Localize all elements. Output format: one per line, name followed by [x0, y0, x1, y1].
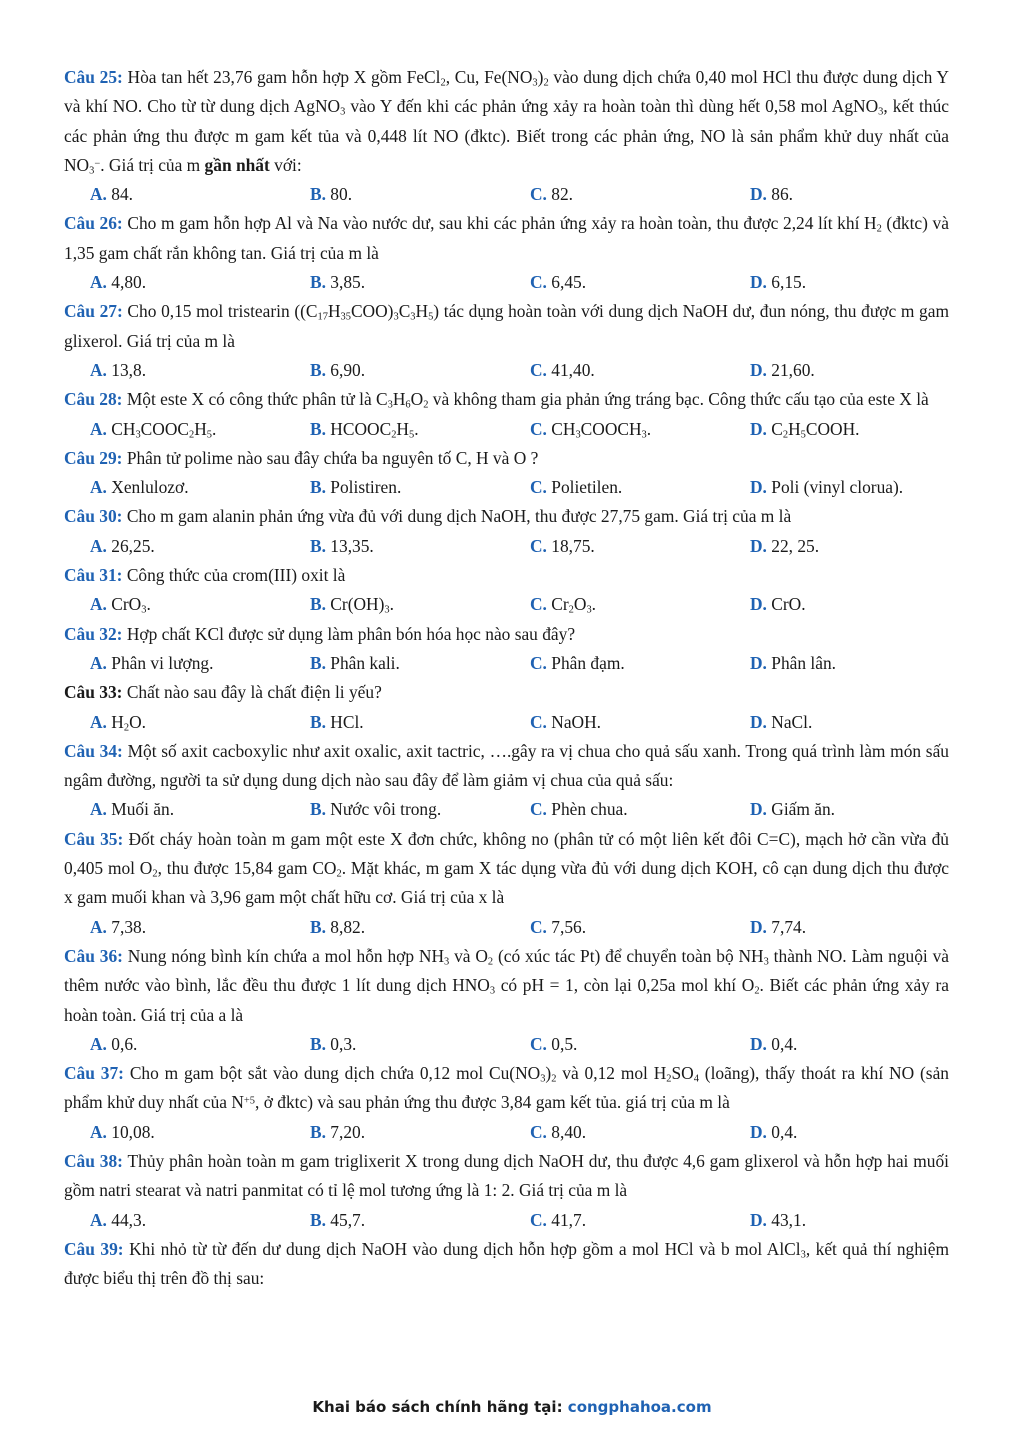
- option-text: 13,35.: [325, 535, 374, 556]
- option-label: D.: [750, 594, 767, 615]
- question-text: Cho m gam hỗn hợp Al và Na vào nước dư, sau khi các phản ứng xảy ra hoàn toàn, thu được 2,24 lít khí $H_2$ (đktc) và 1,35 gam chất rắn không tan. Giá trị của m là: [64, 213, 949, 263]
- option-text: 8,82.: [325, 916, 366, 937]
- answer-option: [750, 590, 806, 619]
- option-label: B.: [310, 535, 326, 556]
- option-text: Phân kali.: [325, 652, 400, 673]
- answer-option: [530, 649, 750, 678]
- option-label: D.: [750, 184, 767, 205]
- answer-options: [64, 649, 949, 678]
- option-label: B.: [310, 477, 326, 498]
- answer-option: [750, 649, 836, 678]
- option-label: B.: [310, 418, 326, 439]
- option-label: A.: [90, 652, 107, 673]
- question-stem: [64, 297, 949, 356]
- answer-option: [750, 913, 806, 942]
- option-label: C.: [530, 916, 547, 937]
- option-label: B.: [310, 1209, 326, 1230]
- option-text: Phân đạm.: [546, 652, 625, 673]
- option-text: 0,4.: [766, 1033, 798, 1054]
- answer-option: [750, 708, 812, 737]
- option-label: B.: [310, 652, 326, 673]
- answer-option: [530, 473, 750, 502]
- option-label: C.: [530, 1121, 547, 1142]
- option-label: D.: [750, 535, 767, 556]
- option-text: 7,56.: [546, 916, 587, 937]
- option-label: B.: [310, 359, 326, 380]
- option-text: 0,4.: [766, 1121, 798, 1142]
- question-number: Câu 31:: [64, 565, 123, 586]
- question-number: Câu 29:: [64, 447, 123, 468]
- option-label: A.: [90, 711, 107, 732]
- answer-option: [310, 180, 530, 209]
- answer-options: [64, 268, 949, 297]
- option-label: A.: [90, 418, 107, 439]
- question-text: Một số axit cacboxylic như axit oxalic, axit tactric, ….gây ra vị chua cho quả sấu xanh. Trong quá trình làm món sấu ngâm đường, người ta sử dụng dung dịch nào sau đây để làm giảm vị chua của quả sấu:: [64, 740, 949, 791]
- option-text: Polietilen.: [546, 477, 623, 498]
- option-text: 7,74.: [766, 916, 807, 937]
- option-label: C.: [530, 535, 547, 556]
- answer-option: [310, 708, 530, 737]
- option-label: C.: [530, 1033, 547, 1054]
- answer-option: [750, 415, 860, 444]
- question-text: Khi nhỏ từ từ đến dư dung dịch NaOH vào dung dịch hỗn hợp gồm a mol HCl và b mol AlCl$_3$, kết quả thí nghiệm được biểu thị trên đồ thị sau:: [64, 1238, 949, 1289]
- option-label: C.: [530, 652, 547, 673]
- answer-option: [90, 590, 310, 619]
- answer-options: [64, 532, 949, 561]
- answer-option: [310, 795, 530, 824]
- answer-option: [310, 415, 530, 444]
- answer-option: [530, 1206, 750, 1235]
- answer-option: [90, 795, 310, 824]
- answer-option: [90, 708, 310, 737]
- option-text: 6,15.: [766, 272, 807, 293]
- answer-option: [90, 180, 310, 209]
- question-stem: [64, 737, 949, 796]
- question-stem: [64, 385, 949, 414]
- option-label: C.: [530, 418, 547, 439]
- option-text: 18,75.: [546, 535, 595, 556]
- answer-option: [530, 415, 750, 444]
- option-label: C.: [530, 359, 547, 380]
- answer-option: [530, 268, 750, 297]
- answer-options: [64, 473, 949, 502]
- answer-option: [750, 1118, 797, 1147]
- option-label: D.: [750, 1033, 767, 1054]
- answer-option: [310, 532, 530, 561]
- option-text: 82.: [546, 184, 574, 205]
- option-label: B.: [310, 916, 326, 937]
- answer-options: [64, 913, 949, 942]
- option-text: $CH_3COOCH_3$.: [546, 418, 652, 441]
- option-text: 21,60.: [766, 359, 815, 380]
- answer-option: [310, 1206, 530, 1235]
- answer-option: [90, 415, 310, 444]
- option-label: A.: [90, 184, 107, 205]
- question-text: Một este X có công thức phân tử là $C_3H_6O_2$ và không tham gia phản ứng tráng bạc. Công thức cấu tạo của este X là: [122, 389, 929, 411]
- answer-option: [90, 1030, 310, 1059]
- question-number: Câu 37:: [64, 1063, 124, 1084]
- question-stem: [64, 620, 949, 649]
- answer-option: [310, 356, 530, 385]
- question-text: Thủy phân hoàn toàn m gam triglixerit X trong dung dịch NaOH dư, thu được 4,6 gam glixerol và hỗn hợp hai muối gồm natri stearat và natri panmitat có tỉ lệ mol tương ứng là 1: 2. Giá trị của m là: [64, 1150, 949, 1201]
- question-number: Câu 34:: [64, 740, 123, 761]
- footer-text: Khai báo sách chính hãng tại:: [312, 1398, 568, 1416]
- option-label: D.: [750, 272, 767, 293]
- option-text: 7,38.: [106, 916, 147, 937]
- answer-options: [64, 1030, 949, 1059]
- question-number: Câu 33:: [64, 682, 123, 703]
- question-text: Công thức của crom(III) oxit là: [122, 565, 346, 586]
- question-number: Câu 39:: [64, 1238, 124, 1259]
- answer-options: [64, 1118, 949, 1147]
- question-stem: [64, 1059, 949, 1118]
- answer-option: [90, 356, 310, 385]
- option-text: $Cr(OH)_3$.: [325, 594, 394, 616]
- answer-option: [750, 268, 806, 297]
- option-text: Xenlulozơ.: [106, 477, 189, 498]
- answer-option: [90, 913, 310, 942]
- answer-option: [750, 532, 819, 561]
- option-text: Muối ăn.: [106, 799, 175, 820]
- answer-option: [530, 532, 750, 561]
- question-text: Cho m gam alanin phản ứng vừa đủ với dung dịch NaOH, thu được 27,75 gam. Giá trị của m là: [122, 506, 792, 527]
- answer-option: [90, 649, 310, 678]
- question-number: Câu 38:: [64, 1150, 123, 1171]
- answer-option: [310, 1118, 530, 1147]
- answer-option: [750, 1030, 797, 1059]
- question-stem: [64, 1235, 949, 1294]
- option-text: NaCl.: [766, 711, 813, 732]
- option-label: D.: [750, 1209, 767, 1230]
- option-label: C.: [530, 594, 547, 615]
- answer-option: [530, 1030, 750, 1059]
- option-text: 41,7.: [546, 1209, 587, 1230]
- question-number: Câu 28:: [64, 389, 123, 410]
- answer-option: [310, 268, 530, 297]
- question-stem: [64, 678, 949, 707]
- question-text: Hòa tan hết 23,76 gam hỗn hợp X gồm FeCl$_2$, Cu, $Fe(NO_3)_2$ vào dung dịch chứa 0,40 mol HCl thu được dung dịch Y và khí NO. Cho từ từ dung dịch AgNO$_3$ vào Y đến khi các phản ứng xảy ra hoàn toàn thì dùng hết 0,58 mol AgNO$_3$, kết thúc các phản ứng thu được m gam kết tủa và 0,448 lít NO (đktc). Biết trong các phản ứng, NO là sản phẩm khử duy nhất của $NO_3^-$. Giá trị của m gần nhất với:: [64, 67, 949, 177]
- question-stem: [64, 1147, 949, 1206]
- option-label: D.: [750, 711, 767, 732]
- option-label: C.: [530, 799, 547, 820]
- option-label: A.: [90, 594, 107, 615]
- option-label: A.: [90, 1209, 107, 1230]
- option-text: 22, 25.: [766, 535, 820, 556]
- question-text: Đốt cháy hoàn toàn m gam một este X đơn chức, không no (phân tử có một liên kết đôi C=C), mạch hở cần vừa đủ 0,405 mol $O_2$, thu được 15,84 gam $CO_2$. Mặt khác, m gam X tác dụng vừa đủ với dung dịch KOH, cô cạn dung dịch thu được x gam muối khan và 3,96 gam một chất hữu cơ. Giá trị của x là: [64, 828, 950, 908]
- question-stem: [64, 444, 949, 473]
- option-text: 44,3.: [106, 1209, 147, 1230]
- option-text: 13,8.: [106, 359, 147, 380]
- question-number: Câu 35:: [64, 828, 124, 849]
- question-text: Hợp chất KCl được sử dụng làm phân bón hóa học nào sau đây?: [122, 623, 576, 644]
- answer-option: [750, 795, 835, 824]
- option-label: A.: [90, 535, 107, 556]
- question-text: Cho 0,15 mol tristearin $((C_{17}H_{35}COO)_3C_3H_5)$ tác dụng hoàn toàn với dung dịch NaOH dư, đun nóng, thu được m gam glixerol. Giá trị của m là: [64, 301, 949, 351]
- answer-option: [310, 590, 530, 619]
- option-text: Nước vôi trong.: [325, 799, 442, 820]
- question-number: Câu 27:: [64, 301, 123, 322]
- answer-options: [64, 415, 949, 444]
- option-text: 8,40.: [546, 1121, 587, 1142]
- option-text: HCl.: [325, 711, 364, 732]
- option-label: B.: [310, 799, 326, 820]
- option-text: 7,20.: [325, 1121, 366, 1142]
- option-label: B.: [310, 1033, 326, 1054]
- option-text: Phân vi lượng.: [106, 652, 214, 673]
- question-text: Phân tử polime nào sau đây chứa ba nguyên tố C, H và O ?: [122, 447, 539, 468]
- answer-option: [90, 268, 310, 297]
- question-text: Nung nóng bình kín chứa a mol hỗn hợp $NH_3$ và $O_2$ (có xúc tác Pt) để chuyển toàn bộ $NH_3$ thành NO. Làm nguội và thêm nước vào bình, lắc đều thu được 1 lít dung dịch $HNO_3$ có pH = 1, còn lại 0,25a mol khí $O_2$. Biết các phản ứng xảy ra hoàn toàn. Giá trị của a là: [64, 945, 950, 1025]
- footer-link[interactable]: congphahoa.com: [567, 1398, 712, 1416]
- option-label: A.: [90, 1033, 107, 1054]
- option-text: $Cr_2O_3$.: [546, 594, 597, 616]
- question-stem: [64, 942, 949, 1030]
- option-text: 45,7.: [325, 1209, 366, 1230]
- answer-option: [90, 1118, 310, 1147]
- question-stem: [64, 561, 949, 590]
- footer: [0, 1398, 1024, 1416]
- option-text: Giấm ăn.: [766, 799, 836, 820]
- option-text: $CH_3COOC_2H_5$.: [106, 418, 217, 441]
- option-label: B.: [310, 711, 326, 732]
- option-label: B.: [310, 184, 326, 205]
- answer-option: [90, 1206, 310, 1235]
- answer-option: [530, 180, 750, 209]
- option-label: C.: [530, 1209, 547, 1230]
- option-text: 6,45.: [546, 272, 587, 293]
- answer-option: [310, 473, 530, 502]
- option-text: $HCOOC_2H_5$.: [325, 418, 419, 441]
- option-text: 43,1.: [766, 1209, 807, 1230]
- answer-options: [64, 795, 949, 824]
- option-label: B.: [310, 272, 326, 293]
- option-label: C.: [530, 272, 547, 293]
- option-label: B.: [310, 594, 326, 615]
- option-label: D.: [750, 477, 767, 498]
- question-text: Chất nào sau đây là chất điện li yếu?: [122, 682, 382, 703]
- question-number: Câu 26:: [64, 213, 123, 234]
- option-label: A.: [90, 359, 107, 380]
- option-text: 86.: [766, 184, 794, 205]
- option-text: Phèn chua.: [546, 799, 628, 820]
- answer-option: [90, 473, 310, 502]
- option-text: $H_2O$.: [106, 711, 146, 734]
- option-label: D.: [750, 359, 767, 380]
- option-label: B.: [310, 1121, 326, 1142]
- answer-options: [64, 590, 949, 619]
- answer-option: [530, 590, 750, 619]
- answer-options: [64, 708, 949, 737]
- answer-option: [310, 913, 530, 942]
- answer-option: [310, 649, 530, 678]
- answer-options: [64, 356, 949, 385]
- answer-option: [90, 532, 310, 561]
- option-text: CrO$_3$.: [106, 594, 151, 616]
- option-label: C.: [530, 477, 547, 498]
- question-stem: [64, 63, 949, 180]
- option-text: 0,3.: [325, 1033, 357, 1054]
- answer-options: [64, 180, 949, 209]
- option-text: Poli (vinyl clorua).: [766, 477, 904, 498]
- option-text: 10,08.: [106, 1121, 155, 1142]
- option-label: D.: [750, 1121, 767, 1142]
- answer-option: [530, 913, 750, 942]
- question-stem: [64, 209, 949, 268]
- question-number: Câu 25:: [64, 67, 123, 87]
- option-text: 4,80.: [106, 272, 147, 293]
- option-label: D.: [750, 652, 767, 673]
- option-text: $C_2H_5COOH$.: [766, 418, 860, 441]
- option-text: 6,90.: [325, 359, 366, 380]
- answer-option: [530, 795, 750, 824]
- option-label: A.: [90, 477, 107, 498]
- option-text: NaOH.: [546, 711, 602, 732]
- option-text: 80.: [325, 184, 353, 205]
- question-stem: [64, 825, 949, 913]
- answer-options: [64, 1206, 949, 1235]
- answer-option: [750, 473, 903, 502]
- option-text: Phân lân.: [766, 652, 836, 673]
- option-label: A.: [90, 799, 107, 820]
- answer-option: [750, 1206, 806, 1235]
- option-label: C.: [530, 184, 547, 205]
- option-text: 84.: [106, 184, 134, 205]
- option-label: A.: [90, 1121, 107, 1142]
- option-text: 3,85.: [325, 272, 366, 293]
- option-label: C.: [530, 711, 547, 732]
- option-text: 41,40.: [546, 359, 595, 380]
- option-label: D.: [750, 916, 767, 937]
- option-label: A.: [90, 916, 107, 937]
- option-text: 0,6.: [106, 1033, 138, 1054]
- question-list: [64, 63, 949, 1293]
- option-text: 0,5.: [546, 1033, 578, 1054]
- option-text: 26,25.: [106, 535, 155, 556]
- option-label: D.: [750, 418, 767, 439]
- option-label: A.: [90, 272, 107, 293]
- question-stem: [64, 502, 949, 531]
- question-number: Câu 32:: [64, 623, 123, 644]
- option-text: CrO.: [766, 594, 806, 615]
- option-label: D.: [750, 799, 767, 820]
- question-number: Câu 30:: [64, 506, 123, 527]
- answer-option: [750, 180, 793, 209]
- option-text: Polistiren.: [325, 477, 402, 498]
- question-text: Cho m gam bột sắt vào dung dịch chứa 0,12 mol $Cu(NO_3)_2$ và 0,12 mol $H_2SO_4$ (loãng), thấy thoát ra khí NO (sản phẩm khử duy nhất của $N^{+5}$, ở đktc) và sau phản ứng thu được 3,84 gam kết tủa. giá trị của m là: [64, 1063, 949, 1113]
- answer-option: [310, 1030, 530, 1059]
- answer-option: [530, 708, 750, 737]
- answer-option: [530, 1118, 750, 1147]
- answer-option: [750, 356, 815, 385]
- question-number: Câu 36:: [64, 945, 123, 966]
- answer-option: [530, 356, 750, 385]
